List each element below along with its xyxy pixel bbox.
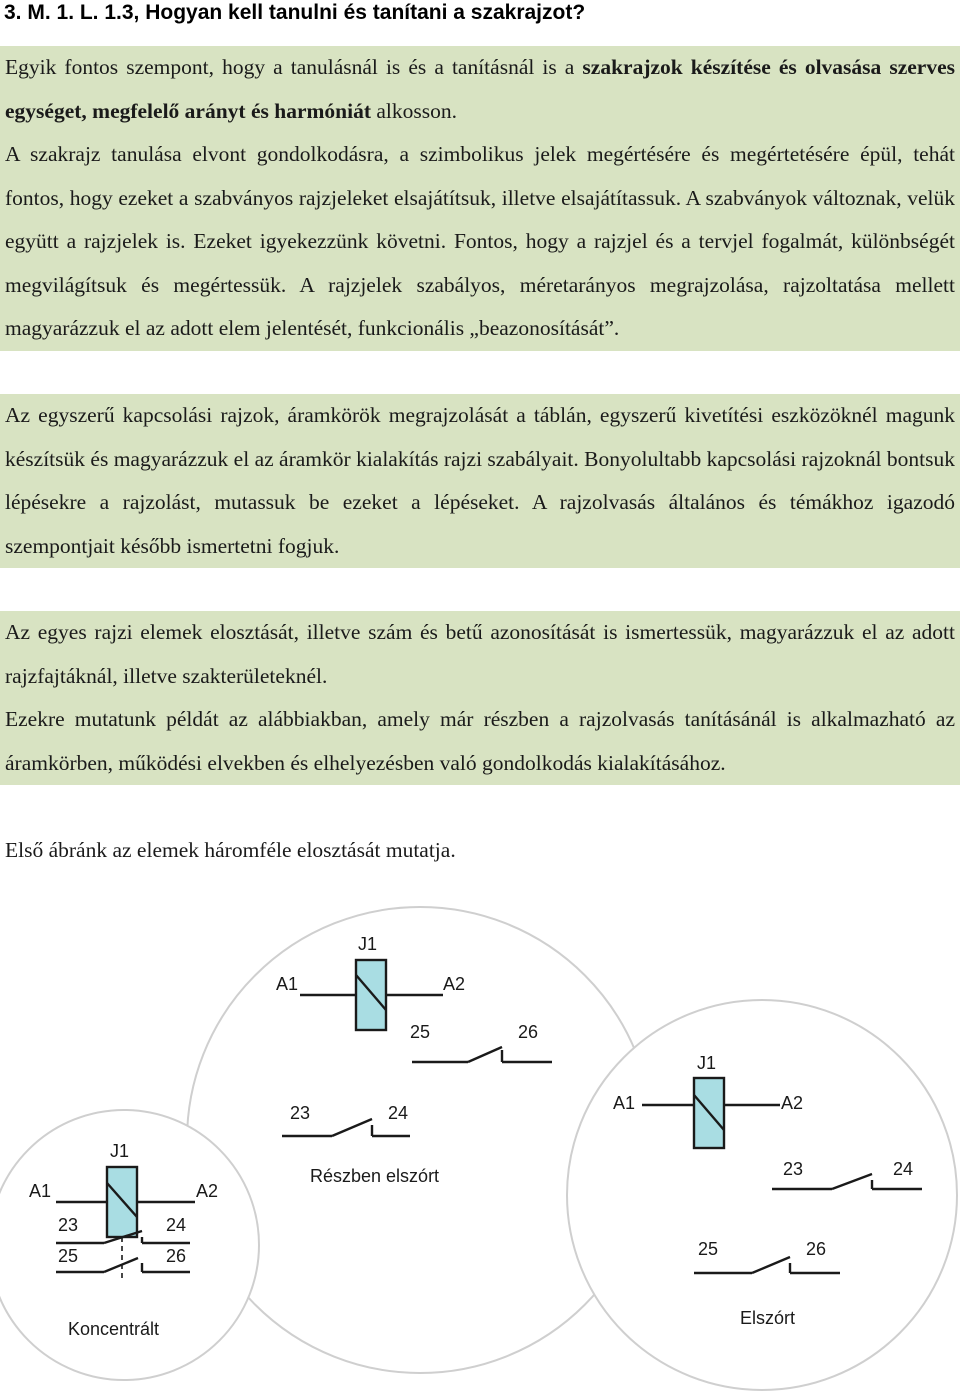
relay-coil bbox=[107, 1167, 137, 1237]
contact-terminal-25: 25 bbox=[410, 1022, 431, 1042]
coil-terminal-a2: A2 bbox=[443, 974, 466, 994]
relay-label: J1 bbox=[358, 934, 378, 954]
coil-terminal-a2: A2 bbox=[781, 1093, 804, 1113]
figure-intro-text: Első ábránk az elemek háromféle elosztását mutatja. bbox=[5, 838, 456, 862]
paragraph-1-intro: Egyik fontos szempont, hogy a tanulásnál is és a tanításnál is a bbox=[5, 55, 583, 79]
coil-terminal-a2: A2 bbox=[196, 1181, 219, 1201]
paragraph-4: Az egyes rajzi elemek elosztását, illetve szám és betű azonosítását is ismertessük, magyarázzuk el az adott rajzfajtáknál, illetve szakterületeknél. bbox=[0, 611, 960, 698]
diagram-circle bbox=[0, 1110, 259, 1380]
paragraph-1 bbox=[0, 46, 960, 133]
paragraph-5: Ezekre mutatunk példát az alábbiakban, amely már részben a rajzolvasás tanításánál is alkalmazható az áramkörben, működési elvekben és elhelyezésben való gondolkodás kialakításához. bbox=[0, 698, 960, 785]
contact-terminal-26: 26 bbox=[806, 1239, 827, 1259]
contact-terminal-25: 25 bbox=[58, 1246, 79, 1266]
diagram-caption: Elszórt bbox=[740, 1308, 796, 1328]
paragraph-2: A szakrajz tanulása elvont gondolkodásra, a szimbolikus jelek megértésére és megértetésére épül, tehát fontos, hogy ezeket a szabványos rajzjeleket elsajátítsuk, illetve elsajátítassuk. A szabványok változnak, velük együtt a rajzjelek is. Ezeket igyekezzünk követni. Fontos, hogy a rajzjel és a tervjel fogalmát, különbségét megvilágítsuk és megértessük. A rajzjelek szabályos, méretarányos megrajzolása, rajzoltatása mellett magyarázzuk el az adott elem jelentését, funkcionális „beazonosítását”. bbox=[0, 133, 960, 351]
diagram-koncentralt bbox=[0, 1110, 259, 1380]
section-heading: 3. M. 1. L. 1.3, Hogyan kell tanulni és tanítani a szakrajzot? bbox=[4, 1, 586, 24]
coil-terminal-a1: A1 bbox=[276, 974, 299, 994]
coil-terminal-a1: A1 bbox=[613, 1093, 636, 1113]
contact-terminal-23: 23 bbox=[290, 1103, 311, 1123]
contact-terminal-24: 24 bbox=[893, 1159, 914, 1179]
contact-terminal-25: 25 bbox=[698, 1239, 719, 1259]
relay-distribution-figure bbox=[0, 895, 960, 1394]
paragraph-1-emphasis: szakrajzok készítése és olvasása szerves egységet, megfelelő arányt és harmóniát bbox=[5, 55, 955, 123]
diagram-caption: Koncentrált bbox=[68, 1319, 160, 1339]
diagram-elszort bbox=[567, 1000, 957, 1390]
contact-terminal-24: 24 bbox=[388, 1103, 409, 1123]
contact-terminal-26: 26 bbox=[166, 1246, 187, 1266]
diagram-circle bbox=[567, 1000, 957, 1390]
relay-label: J1 bbox=[697, 1053, 717, 1073]
coil-terminal-a1: A1 bbox=[29, 1181, 52, 1201]
paragraph-3: Az egyszerű kapcsolási rajzok, áramkörök megrajzolását a táblán, egyszerű kivetítési eszközöknél magunk készítsük és magyarázzuk el az áramkör kialakítás rajzi szabályait. Bonyolultabb kapcsolási rajzoknál bontsuk lépésekre a rajzolást, mutassuk be ezeket a lépéseket. A rajzolvasás általános és témákhoz igazodó szempontjait később ismertetni fogjuk. bbox=[0, 394, 960, 568]
diagram-caption: Részben elszórt bbox=[310, 1166, 440, 1186]
paragraph-1-end: alkosson. bbox=[371, 98, 457, 123]
relay-label: J1 bbox=[110, 1141, 130, 1161]
contact-terminal-23: 23 bbox=[783, 1159, 804, 1179]
relay-coil bbox=[356, 960, 386, 1030]
contact-terminal-23: 23 bbox=[58, 1215, 79, 1235]
contact-terminal-26: 26 bbox=[518, 1022, 539, 1042]
contact-terminal-24: 24 bbox=[166, 1215, 187, 1235]
